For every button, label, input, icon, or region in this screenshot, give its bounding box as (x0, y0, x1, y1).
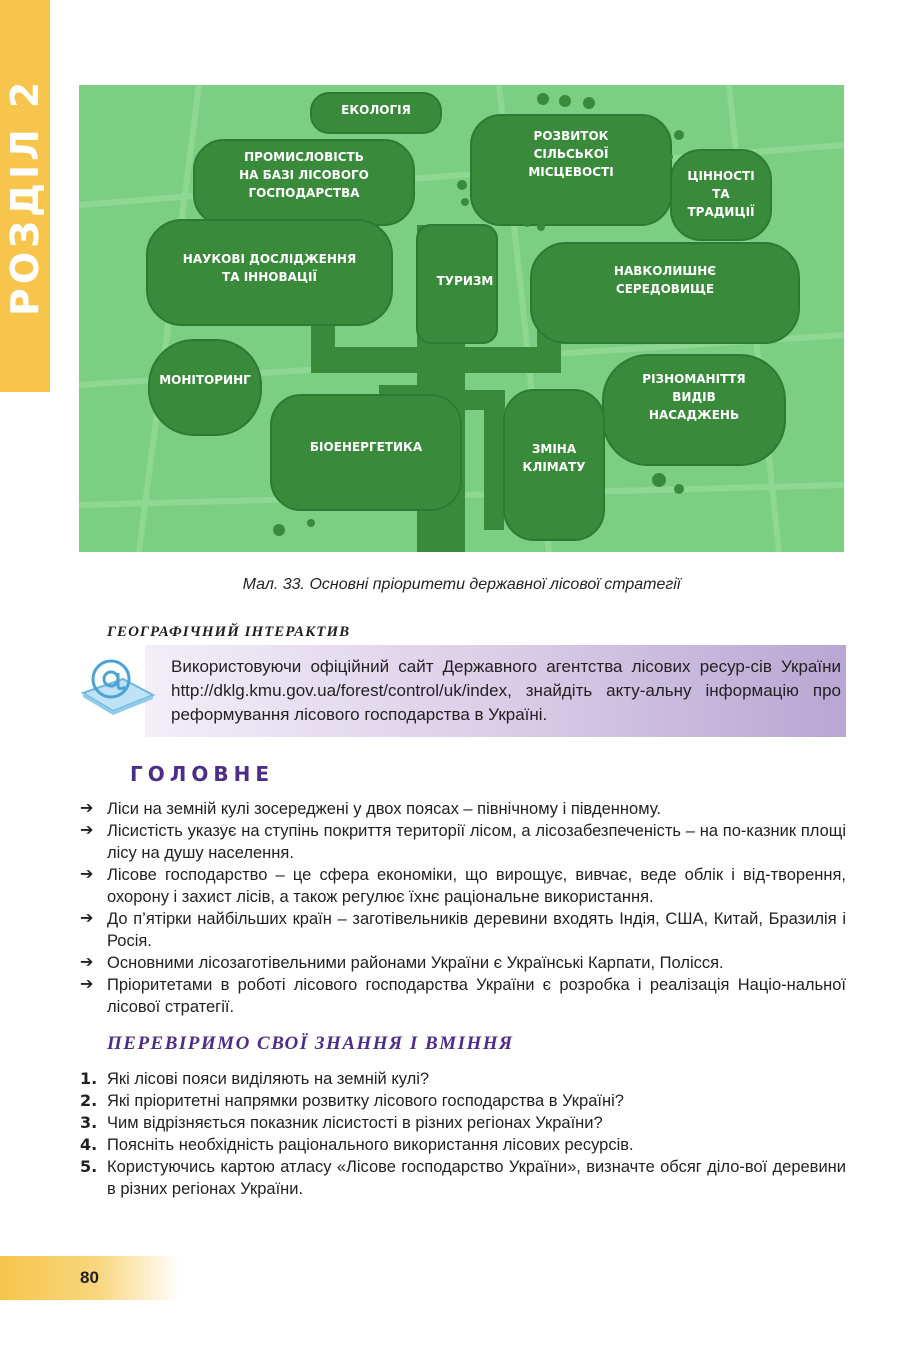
arrow-right-icon: ➔ (80, 910, 94, 927)
summary-list (80, 798, 846, 1018)
bubble-rural-development: РОЗВИТОК СІЛЬСЬКОЇ МІСЦЕВОСТІ (528, 129, 614, 179)
question-item: 3. Чим відрізняється показник лісистості в різних регіонах України? (80, 1113, 603, 1132)
bubble-values: ЦІННОСТІ ТА ТРАДИЦІЇ (687, 169, 755, 219)
bubble-research: НАУКОВІ ДОСЛІДЖЕННЯ ТА ІННОВАЦІЇ (182, 252, 357, 284)
interactive-heading: ГЕОГРАФІЧНИЙ ІНТЕРАКТИВ (107, 624, 351, 640)
question-item: 4. Поясніть необхідність раціонального використання лісових ресурсів. (80, 1135, 634, 1154)
arrow-right-icon: ➔ (80, 976, 94, 993)
bubble-industry: ПРОМИСЛОВІСТЬ НА БАЗІ ЛІСОВОГО ГОСПОДАРСТВА (239, 150, 369, 200)
questions-list (80, 1068, 846, 1200)
list-item: ➔ Основними лісозаготівельними районами України є Українські Карпати, Полісся. (80, 954, 724, 972)
question-item: 1. Які лісові пояси виділяють на земній кулі? (80, 1069, 430, 1088)
arrow-right-icon: ➔ (80, 866, 94, 883)
bubble-climate-change: ЗМІНА КЛІМАТУ (522, 442, 586, 474)
figure-caption: Мал. 33. Основні пріоритети державної лісової стратегії (242, 576, 681, 593)
list-item: ➔ Пріоритетами в роботі лісового господарства України є розробка і реалізація Націо-нальної лісової стратегії. (80, 976, 846, 1016)
bubble-tourism: ТУРИЗМ (436, 274, 494, 288)
interactive-text: Використовуючи офіційний сайт Державного агентства лісових ресур-сів України http://dklg.kmu.gov.ua/forest/control/uk/index, знайдіть акту-альну інформацію про реформування лісового господарства в Україні. (171, 657, 841, 724)
bubble-diversity: РІЗНОМАНІТТЯ ВИДІВ НАСАДЖЕНЬ (642, 372, 746, 422)
question-item: 5. Користуючись картою атласу «Лісове господарство України», визначте обсяг діло-вої деревини в різних регіонах України. (80, 1157, 846, 1198)
page-number: 80 (80, 1268, 99, 1287)
forest-strategy-figure (79, 85, 844, 552)
arrow-right-icon: ➔ (80, 822, 94, 839)
bubble-monitoring: МОНІТОРИНГ (159, 373, 251, 387)
list-item: ➔ Лісистість указує на ступінь покриття території лісом, а лісозабезпеченість – на по-казник площі лісу на душу населення. (80, 822, 846, 862)
list-item: ➔ До п’ятірки найбільших країн – заготівельників деревини входять Індія, США, Китай, Бразилія і Росія. (80, 910, 846, 950)
list-item: ➔ Ліси на земній кулі зосереджені у двох поясах – північному і південному. (80, 800, 661, 818)
bubble-environment: НАВКОЛИШНЄ СЕРЕДОВИЩЕ (613, 264, 717, 296)
bubble-ecology: ЕКОЛОГІЯ (341, 103, 411, 117)
list-item: ➔ Лісове господарство – це сфера економіки, що вирощує, вивчає, веде облік і від-творення, охорону і захист лісів, а також регулює їхнє раціональне використання. (80, 866, 846, 906)
chapter-side-tab (0, 0, 50, 392)
question-item: 2. Які пріоритетні напрямки розвитку лісового господарства в Україні? (80, 1091, 624, 1110)
main-summary-heading: ГОЛОВНЕ (130, 762, 275, 786)
self-check-heading: ПЕРЕВІРИМО СВОЇ ЗНАННЯ І ВМІННЯ (107, 1033, 514, 1054)
at-sign-icon (77, 655, 157, 715)
arrow-right-icon: ➔ (80, 800, 94, 817)
arrow-right-icon: ➔ (80, 954, 94, 971)
bubble-bioenergy: БІОЕНЕРГЕТИКА (309, 440, 423, 454)
chapter-label: РОЗДІЛ 2 (3, 77, 47, 316)
